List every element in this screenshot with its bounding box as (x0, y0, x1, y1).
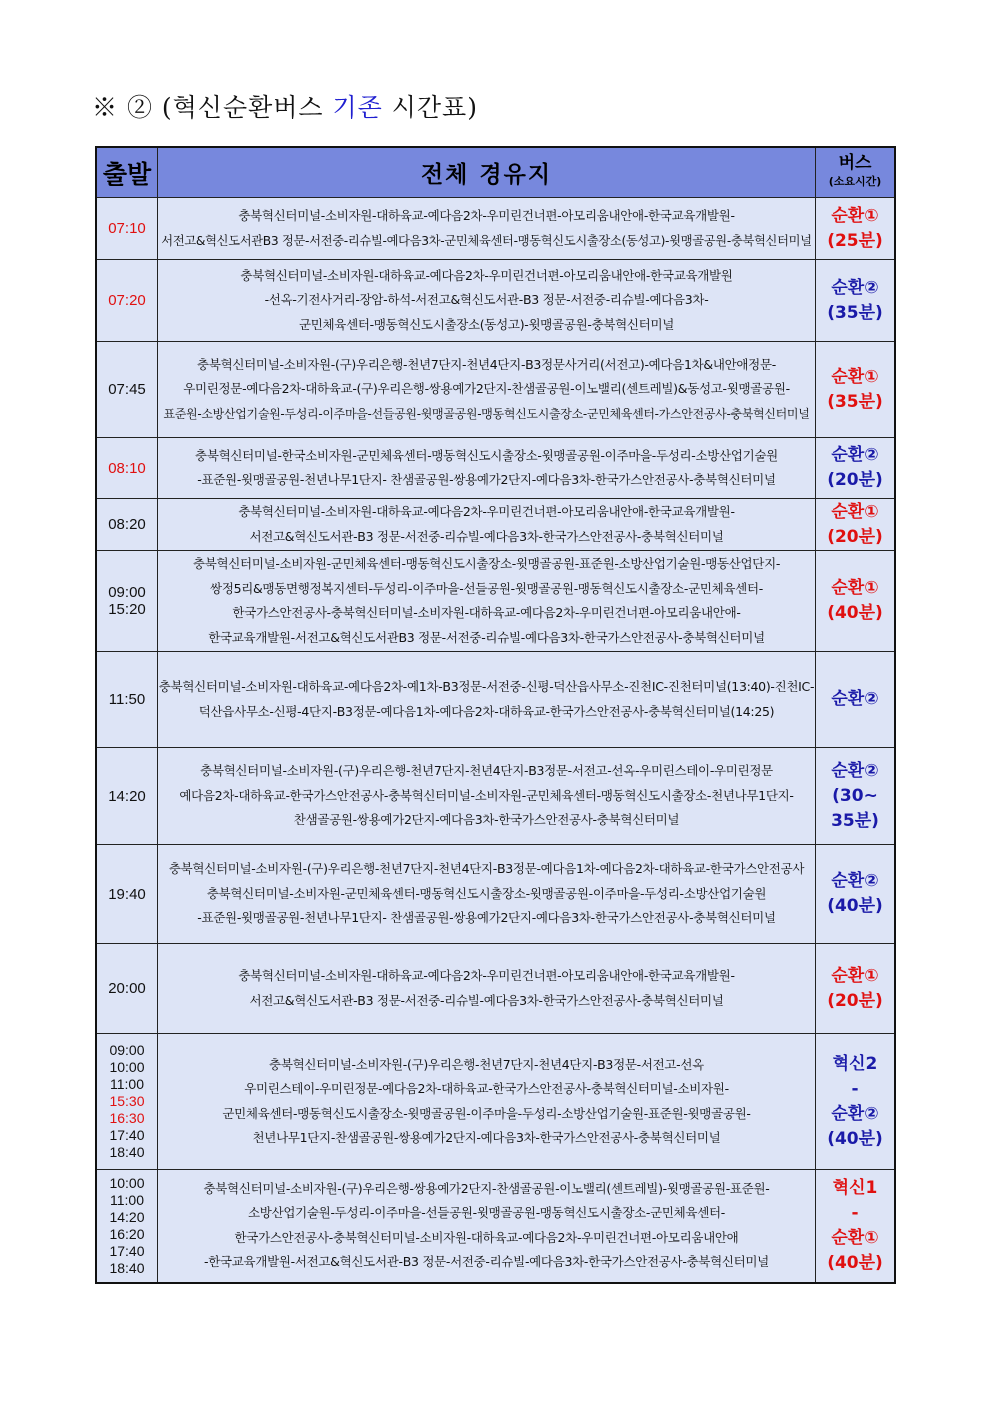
departure-time: 08:10 (108, 459, 146, 477)
departure-times (96, 748, 158, 845)
departure-time: 14:20 (109, 1208, 145, 1225)
table-row (96, 198, 895, 260)
route-line: 예다음2차-대하육교-한국가스안전공사-충북혁신터미널-소비자원-군민체육센터-맹동혁신도시출장소-천년나무1단지- (179, 787, 794, 803)
route-line: 충북혁신터미널-소비자원-대하육교-예다음2차-우미린건너편-아모리움내안애-한국교육개발원 (240, 267, 733, 283)
route-header: 전체 경유지 (158, 147, 816, 198)
route-line: -한국교육개발원-서전고&혁신도서관-B3 정문-서전중-리슈빌-예다음3차-한국가스안전공사-충북혁신터미널 (204, 1254, 769, 1270)
departure-time: 07:45 (108, 381, 146, 398)
bus-header-label: 버스 (838, 153, 872, 173)
departure-time: 16:30 (109, 1110, 145, 1126)
route-line: 찬샘골공원-쌍용예가2단지-예다음3차-한국가스안전공사-충북혁신터미널 (293, 812, 680, 828)
departure-time: 09:00 (109, 1042, 145, 1058)
timetable (95, 146, 896, 1284)
departure-time: 11:50 (108, 691, 146, 708)
bus-info (816, 944, 896, 1034)
bus-header-sub: (소요시간) (828, 175, 882, 188)
route-line: 한국교육개발원-서전고&혁신도서관B3 정문-서전중-리슈빌-예다음3차-한국가스안전공사-충북혁신터미널 (208, 629, 765, 645)
bus-info-line: 순환① (831, 1227, 879, 1248)
bus-info-line: 순환② (831, 689, 879, 709)
bus-info-line: (35분) (827, 302, 883, 323)
bus-info-line: 순환① (831, 366, 879, 387)
table-header-row (96, 147, 895, 198)
route-stops (158, 1034, 816, 1170)
departure-times (96, 260, 158, 342)
departure-times (96, 551, 158, 652)
bus-info-line: 순환② (831, 277, 879, 298)
route-stops (158, 944, 816, 1034)
bus-info (816, 342, 896, 438)
departure-time: 10:00 (109, 1174, 145, 1191)
route-line: 우미린정문-예다음2차-대하육교-(구)우리은행-쌍용예가2단지-찬샘골공원-이노밸리(센트레빌)&동성고-윗맹골공원- (183, 381, 790, 397)
bus-info (816, 438, 896, 499)
table-row (96, 260, 895, 342)
bus-info (816, 1034, 896, 1170)
departure-time: 07:10 (108, 220, 146, 237)
departure-time: 18:40 (109, 1144, 145, 1160)
table-row (96, 551, 895, 652)
route-stops (158, 652, 816, 748)
table-row (96, 944, 895, 1034)
table-row (96, 342, 895, 438)
bus-info (816, 845, 896, 944)
route-line: 쌍정5리&맹동면행정복지센터-두성리-이주마을-선들공원-윗맹골공원-맹동혁신도시출장소-군민체육센터- (210, 580, 763, 596)
departure-times (96, 198, 158, 260)
bus-info-line: - (851, 1202, 859, 1223)
route-stops (158, 260, 816, 342)
bus-info-line: 순환① (831, 205, 879, 226)
route-stops (158, 198, 816, 260)
bus-header (816, 147, 896, 198)
bus-info-line: (30~ (832, 785, 878, 806)
departure-time: 17:40 (109, 1242, 145, 1259)
bus-info-line: 순환① (831, 501, 879, 522)
bus-info-line: 순환② (831, 445, 879, 465)
route-line: -선옥-기전사거리-장암-하석-서전고&혁신도서관-B3 정문-서전중-리슈빌-예다음3차- (264, 292, 709, 308)
departure-times (96, 1170, 158, 1283)
departure-times (96, 499, 158, 551)
departure-time: 09:00 (108, 584, 146, 601)
bus-info-line: 순환② (831, 871, 879, 891)
departure-times (96, 342, 158, 438)
route-line: 우미린스테이-우미린정문-예다음2차-대하육교-한국가스안전공사-충북혁신터미널-소비자원- (244, 1081, 729, 1096)
bus-info-line: (20분) (827, 526, 883, 547)
route-stops (158, 551, 816, 652)
route-line: 천년나무1단지-찬샘골공원-쌍용예가2단지-예다음3차-한국가스안전공사-충북혁신터미널 (252, 1130, 721, 1145)
route-line: 한국가스안전공사-충북혁신터미널-소비자원-대하육교-예다음2차-우미린건너편-아모리움내안애- (232, 605, 741, 620)
departure-times (96, 438, 158, 499)
departure-times (96, 845, 158, 944)
bus-info-line: 순환② (831, 1103, 879, 1124)
departure-time: 15:30 (109, 1093, 145, 1109)
departure-header: 출발 (96, 147, 158, 198)
route-line: 충북혁신터미널-소비자원-(구)우리은행-쌍용예가2단지-찬샘골공원-이노밸리(센트레빌)-윗맹골공원-표준원- (203, 1180, 770, 1196)
bus-info (816, 260, 896, 342)
route-line: -표준원-윗맹골공원-천년나무1단지- 찬샘골공원-쌍용예가2단지-예다음3차-한국가스안전공사-충북혁신터미널 (197, 472, 776, 487)
route-line: 군민체육센터-맹동혁신도시출장소(동성고)-윗맹골공원-충북혁신터미널 (298, 316, 675, 332)
route-stops (158, 438, 816, 499)
route-line: 군민체육센터-맹동혁신도시출장소-윗맹골공원-이주마을-두성리-소방산업기술원-표준원-윗맹골공원- (222, 1105, 751, 1121)
bus-info (816, 499, 896, 551)
route-line: 충북혁신터미널-소비자원-(구)우리은행-천년7단지-천년4단지-B3정문-서전고-선옥-우미린스테이-우미린정문 (200, 763, 773, 779)
route-line: 충북혁신터미널-소비자원-(구)우리은행-천년7단지-천년4단지-B3정문사거리(서전고)-예다음1차&내안애정문- (197, 356, 776, 372)
table-row (96, 845, 895, 944)
page-title (92, 88, 478, 124)
route-line: 소방산업기술원-두성리-이주마을-선들공원-윗맹골공원-맹동혁신도시출장소-군민체육센터- (248, 1205, 725, 1221)
timetable-body (96, 198, 895, 1283)
bus-info (816, 1170, 896, 1283)
bus-info-line: (40분) (827, 1128, 883, 1149)
route-stops (158, 845, 816, 944)
departure-times (96, 1034, 158, 1170)
route-line: 덕산읍사무소-신평-4단지-B3정문-예다음1차-예다음2차-대하육교-한국가스안전공사-충북혁신터미널(14:25) (198, 703, 775, 719)
departure-times (96, 652, 158, 748)
bus-info (816, 652, 896, 748)
bus-info-line: (40분) (827, 603, 883, 623)
table-row (96, 748, 895, 845)
departure-times (96, 944, 158, 1034)
route-stops (158, 748, 816, 845)
route-stops (158, 342, 816, 438)
bus-info (816, 551, 896, 652)
departure-time: 15:20 (108, 601, 146, 618)
table-row (96, 438, 895, 499)
bus-info-line: 혁신2 (832, 1053, 878, 1074)
route-line: 충북혁신터미널-소비자원-대하육교-예다음2차-예1차-B3정문-서전중-신평-덕산읍사무소-진천IC-진천터미널(13:40)-진천IC- (158, 679, 815, 694)
bus-info-line: 35분) (831, 810, 879, 831)
route-line: 서전고&혁신도서관B3 정문-서전중-리슈빌-예다음3차-군민체육센터-맹동혁신도시출장소(동성고)-윗맹골공원-충북혁신터미널 (161, 233, 812, 248)
departure-time: 08:20 (108, 516, 146, 533)
table-row (96, 1034, 895, 1170)
bus-info-line: 순환② (831, 760, 879, 781)
bus-info-line: (40분) (827, 896, 883, 916)
route-line: 충북혁신터미널-소비자원-(구)우리은행-천년7단지-천년4단지-B3정문-서전고-선옥 (269, 1056, 704, 1072)
title-highlight: 기존 (332, 93, 383, 122)
bus-info-line: (20분) (827, 470, 883, 490)
bus-info-line: (20분) (827, 990, 883, 1011)
route-line: 충북혁신터미널-소비자원-군민체육센터-맹동혁신도시출장소-윗맹골공원-이주마을-두성리-소방산업기술원 (206, 885, 767, 901)
departure-time: 11:00 (110, 1191, 144, 1208)
route-line: 충북혁신터미널-소비자원-대하육교-예다음2차-우미린건너편-아모리움내안애-한국교육개발원- (238, 208, 735, 223)
bus-info-line: (25분) (827, 230, 883, 251)
route-line: 서전고&혁신도서관-B3 정문-서전중-리슈빌-예다음3차-한국가스안전공사-충북혁신터미널 (249, 992, 724, 1008)
bus-info (816, 748, 896, 845)
route-stops (158, 499, 816, 551)
departure-time: 18:40 (109, 1259, 145, 1276)
route-line: 한국가스안전공사-충북혁신터미널-소비자원-대하육교-예다음2차-우미린건너편-아모리움내안애 (234, 1229, 739, 1245)
bus-info-line: - (851, 1078, 859, 1099)
bus-info-line: (40분) (827, 1252, 883, 1273)
bus-info-line: (35분) (827, 391, 883, 412)
departure-time: 07:20 (108, 292, 146, 309)
departure-time: 11:00 (110, 1076, 144, 1092)
departure-time: 17:40 (109, 1127, 145, 1143)
bus-info-line: 순환① (831, 965, 879, 986)
departure-time: 20:00 (108, 980, 146, 997)
route-line: 표준원-소방산업기술원-두성리-이주마을-선들공원-윗맹골공원-맹동혁신도시출장소-군민체육센터-가스안전공사-충북혁신터미널 (163, 406, 810, 421)
route-line: 서전고&혁신도서관-B3 정문-서전중-리슈빌-예다음3차-한국가스안전공사-충북혁신터미널 (249, 528, 724, 544)
bus-info-line: 혁신1 (832, 1177, 878, 1198)
table-row (96, 1170, 895, 1283)
departure-time: 19:40 (108, 885, 146, 903)
departure-time: 14:20 (108, 787, 146, 805)
table-row (96, 499, 895, 551)
route-line: 충북혁신터미널-소비자원-대하육교-예다음2차-우미린건너편-아모리움내안애-한국교육개발원- (238, 968, 735, 983)
departure-time: 10:00 (109, 1059, 145, 1075)
departure-time: 16:20 (109, 1225, 145, 1242)
route-line: 충북혁신터미널-소비자원-대하육교-예다음2차-우미린건너편-아모리움내안애-한국교육개발원- (238, 504, 735, 519)
table-row (96, 652, 895, 748)
title-suffix: 시간표) (382, 93, 478, 122)
bus-info (816, 198, 896, 260)
route-stops (158, 1170, 816, 1283)
route-line: 충북혁신터미널-소비자원-(구)우리은행-천년7단지-천년4단지-B3정문-예다음1차-예다음2차-대하육교-한국가스안전공사 (168, 861, 805, 877)
route-line: 충북혁신터미널-소비자원-군민체육센터-맹동혁신도시출장소-윗맹골공원-표준원-소방산업기술원-맹동산업단지- (192, 556, 781, 571)
title-prefix: ※ ② (혁신순환버스 (92, 93, 333, 122)
route-line: -표준원-윗맹골공원-천년나무1단지- 찬샘골공원-쌍용예가2단지-예다음3차-한국가스안전공사-충북혁신터미널 (197, 910, 776, 926)
route-line: 충북혁신터미널-한국소비자원-군민체육센터-맹동혁신도시출장소-윗맹골공원-이주마을-두성리-소방산업기술원 (195, 447, 778, 463)
bus-info-line: 순환① (831, 578, 879, 598)
